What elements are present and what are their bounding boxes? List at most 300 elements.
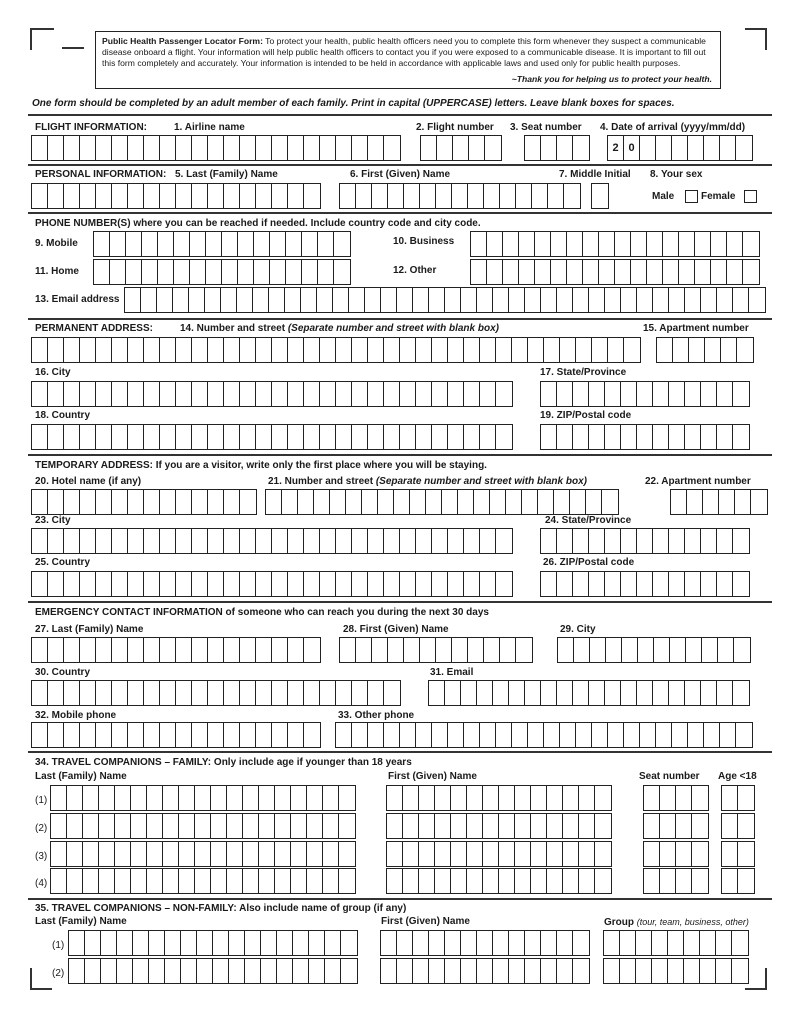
char-box[interactable] [365,288,381,312]
char-box[interactable] [128,572,144,596]
char-box[interactable] [660,786,676,810]
char-box[interactable] [738,814,754,838]
state-input[interactable] [540,381,750,407]
char-box[interactable] [117,931,133,955]
char-box[interactable] [304,572,320,596]
char-box[interactable] [181,959,197,983]
char-box[interactable] [80,490,96,514]
char-box[interactable] [208,382,224,406]
char-box[interactable] [669,288,685,312]
char-box[interactable] [461,931,477,955]
char-box[interactable] [254,260,270,284]
char-box[interactable] [356,184,372,208]
last-name-input[interactable] [31,183,321,209]
char-box[interactable] [652,959,668,983]
char-box[interactable] [85,931,101,955]
char-box[interactable] [560,338,576,362]
home-input[interactable] [93,259,351,285]
char-box[interactable] [240,490,256,514]
char-box[interactable] [339,842,355,866]
char-box[interactable] [647,232,663,256]
char-box[interactable] [96,136,112,160]
char-box[interactable] [112,572,128,596]
char-box[interactable] [147,814,163,838]
char-box[interactable] [275,814,291,838]
char-box[interactable] [48,338,64,362]
char-box[interactable] [205,288,221,312]
char-box[interactable] [480,425,496,449]
char-box[interactable] [211,786,227,810]
char-box[interactable] [669,681,685,705]
char-box[interactable] [160,184,176,208]
char-box[interactable] [684,959,700,983]
char-box[interactable] [238,232,254,256]
char-box[interactable] [144,382,160,406]
char-box[interactable] [51,842,67,866]
char-box[interactable] [51,814,67,838]
char-box[interactable] [227,814,243,838]
char-box[interactable] [195,869,211,893]
char-box[interactable] [272,338,288,362]
char-box[interactable] [751,490,767,514]
female-checkbox[interactable] [744,190,757,203]
char-box[interactable] [206,232,222,256]
family-4-first-name-input[interactable] [386,868,612,894]
char-box[interactable] [144,136,160,160]
char-box[interactable] [490,490,506,514]
char-box[interactable] [128,681,144,705]
char-box[interactable] [270,260,286,284]
char-box[interactable] [192,338,208,362]
char-box[interactable] [384,529,400,553]
char-box[interactable] [704,136,720,160]
char-box[interactable] [125,288,141,312]
char-box[interactable] [711,260,727,284]
char-box[interactable] [304,723,320,747]
char-box[interactable] [420,184,436,208]
char-box[interactable] [717,288,733,312]
char-box[interactable] [496,723,512,747]
char-box[interactable] [288,338,304,362]
char-box[interactable] [541,959,557,983]
family-1-seat-input[interactable] [643,785,709,811]
char-box[interactable] [621,572,637,596]
char-box[interactable] [717,529,733,553]
char-box[interactable] [269,288,285,312]
char-box[interactable] [595,814,611,838]
char-box[interactable] [301,288,317,312]
nonfamily-1-last-name-input[interactable] [68,930,358,956]
char-box[interactable] [734,638,750,662]
char-box[interactable] [621,288,637,312]
char-box[interactable] [94,232,110,256]
char-box[interactable] [736,136,752,160]
char-box[interactable] [157,288,173,312]
char-box[interactable] [48,723,64,747]
char-box[interactable] [483,814,499,838]
char-box[interactable] [673,338,689,362]
char-box[interactable] [684,931,700,955]
char-box[interactable] [669,425,685,449]
char-box[interactable] [515,869,531,893]
char-box[interactable] [352,136,368,160]
char-box[interactable] [727,232,743,256]
char-box[interactable] [716,931,732,955]
char-box[interactable] [429,931,445,955]
char-box[interactable] [435,869,451,893]
char-box[interactable] [227,869,243,893]
char-box[interactable] [720,723,736,747]
char-box[interactable] [224,184,240,208]
char-box[interactable] [115,814,131,838]
char-box[interactable] [195,842,211,866]
char-box[interactable] [352,572,368,596]
char-box[interactable] [288,184,304,208]
char-box[interactable] [224,490,240,514]
char-box[interactable] [464,529,480,553]
char-box[interactable] [128,723,144,747]
char-box[interactable] [419,786,435,810]
char-box[interactable] [671,490,687,514]
char-box[interactable] [176,723,192,747]
char-box[interactable] [285,288,301,312]
char-box[interactable] [544,338,560,362]
char-box[interactable] [309,959,325,983]
char-box[interactable] [176,638,192,662]
char-box[interactable] [381,288,397,312]
char-box[interactable] [493,681,509,705]
char-box[interactable] [432,572,448,596]
char-box[interactable] [480,338,496,362]
char-box[interactable] [413,931,429,955]
nonfamily-2-first-name-input[interactable] [380,958,590,984]
char-box[interactable] [291,814,307,838]
char-box[interactable] [317,288,333,312]
char-box[interactable] [400,529,416,553]
char-box[interactable] [131,786,147,810]
char-box[interactable] [318,232,334,256]
char-box[interactable] [48,638,64,662]
char-box[interactable] [464,425,480,449]
char-box[interactable] [660,842,676,866]
country-input[interactable] [31,424,513,450]
char-box[interactable] [149,931,165,955]
char-box[interactable] [654,638,670,662]
char-box[interactable] [432,425,448,449]
char-box[interactable] [323,786,339,810]
char-box[interactable] [685,425,701,449]
char-box[interactable] [192,136,208,160]
char-box[interactable] [387,869,403,893]
char-box[interactable] [163,842,179,866]
char-box[interactable] [435,842,451,866]
char-box[interactable] [293,959,309,983]
char-box[interactable] [484,184,500,208]
char-box[interactable] [480,529,496,553]
char-box[interactable] [464,338,480,362]
char-box[interactable] [144,529,160,553]
char-box[interactable] [245,959,261,983]
char-box[interactable] [519,232,535,256]
char-box[interactable] [131,842,147,866]
char-box[interactable] [96,184,112,208]
char-box[interactable] [668,931,684,955]
char-box[interactable] [115,786,131,810]
char-box[interactable] [711,232,727,256]
char-box[interactable] [352,425,368,449]
char-box[interactable] [576,723,592,747]
char-box[interactable] [669,382,685,406]
char-box[interactable] [336,425,352,449]
char-box[interactable] [679,260,695,284]
char-box[interactable] [688,136,704,160]
char-box[interactable] [692,814,708,838]
char-box[interactable] [477,288,493,312]
char-box[interactable] [48,490,64,514]
char-box[interactable] [126,260,142,284]
char-box[interactable] [275,842,291,866]
char-box[interactable] [442,490,458,514]
char-box[interactable] [32,529,48,553]
char-box[interactable] [432,382,448,406]
char-box[interactable] [499,814,515,838]
char-box[interactable] [653,572,669,596]
char-box[interactable] [436,184,452,208]
seat-number-input[interactable] [524,135,590,161]
char-box[interactable] [80,338,96,362]
char-box[interactable] [743,232,759,256]
char-box[interactable] [397,959,413,983]
char-box[interactable] [293,931,309,955]
char-box[interactable] [557,572,573,596]
char-box[interactable] [144,572,160,596]
char-box[interactable] [483,869,499,893]
mobile-input[interactable] [93,231,351,257]
char-box[interactable] [256,529,272,553]
char-box[interactable] [160,681,176,705]
char-box[interactable] [615,260,631,284]
char-box[interactable] [672,136,688,160]
char-box[interactable] [304,529,320,553]
char-box[interactable] [452,184,468,208]
char-box[interactable] [318,260,334,284]
char-box[interactable] [330,490,346,514]
char-box[interactable] [256,338,272,362]
char-box[interactable] [83,842,99,866]
char-box[interactable] [302,232,318,256]
char-box[interactable] [637,572,653,596]
char-box[interactable] [705,338,721,362]
char-box[interactable] [240,638,256,662]
char-box[interactable] [573,136,589,160]
char-box[interactable] [211,869,227,893]
char-box[interactable] [717,681,733,705]
char-box[interactable] [221,288,237,312]
char-box[interactable] [452,638,468,662]
char-box[interactable] [695,260,711,284]
char-box[interactable] [64,681,80,705]
char-box[interactable] [419,814,435,838]
char-box[interactable] [547,869,563,893]
char-box[interactable] [589,288,605,312]
char-box[interactable] [722,869,738,893]
char-box[interactable] [621,425,637,449]
char-box[interactable] [144,338,160,362]
char-box[interactable] [689,338,705,362]
char-box[interactable] [499,786,515,810]
char-box[interactable] [702,638,718,662]
char-box[interactable] [464,723,480,747]
char-box[interactable] [733,572,749,596]
business-input[interactable] [470,231,760,257]
char-box[interactable] [229,931,245,955]
char-box[interactable] [512,723,528,747]
char-box[interactable] [525,136,541,160]
char-box[interactable] [291,842,307,866]
char-box[interactable] [96,425,112,449]
char-box[interactable] [732,931,748,955]
middle-initial-input[interactable] [591,183,609,209]
char-box[interactable] [525,959,541,983]
char-box[interactable] [516,184,532,208]
char-box[interactable] [605,681,621,705]
char-box[interactable] [32,572,48,596]
char-box[interactable] [733,425,749,449]
char-box[interactable] [653,382,669,406]
char-box[interactable] [592,723,608,747]
char-box[interactable] [538,490,554,514]
char-box[interactable] [531,842,547,866]
char-box[interactable] [304,638,320,662]
char-box[interactable] [112,638,128,662]
char-box[interactable] [208,184,224,208]
char-box[interactable] [604,931,620,955]
char-box[interactable] [451,842,467,866]
char-box[interactable] [583,232,599,256]
char-box[interactable] [403,869,419,893]
family-2-age-input[interactable] [721,813,755,839]
char-box[interactable] [32,638,48,662]
char-box[interactable] [483,786,499,810]
char-box[interactable] [496,529,512,553]
char-box[interactable] [432,723,448,747]
char-box[interactable] [336,338,352,362]
char-box[interactable] [96,382,112,406]
char-box[interactable] [115,869,131,893]
char-box[interactable] [224,529,240,553]
char-box[interactable] [668,959,684,983]
char-box[interactable] [224,681,240,705]
char-box[interactable] [48,136,64,160]
char-box[interactable] [144,681,160,705]
char-box[interactable] [435,786,451,810]
char-box[interactable] [394,490,410,514]
char-box[interactable] [563,814,579,838]
char-box[interactable] [112,490,128,514]
char-box[interactable] [368,425,384,449]
char-box[interactable] [676,786,692,810]
char-box[interactable] [352,529,368,553]
char-box[interactable] [493,288,509,312]
char-box[interactable] [32,490,48,514]
char-box[interactable] [272,529,288,553]
char-box[interactable] [272,681,288,705]
char-box[interactable] [272,425,288,449]
char-box[interactable] [307,814,323,838]
char-box[interactable] [451,786,467,810]
char-box[interactable] [732,959,748,983]
char-box[interactable] [557,931,573,955]
char-box[interactable] [336,572,352,596]
char-box[interactable] [115,842,131,866]
char-box[interactable] [160,490,176,514]
temp-state-input[interactable] [540,528,750,554]
char-box[interactable] [48,681,64,705]
emergency-first-name-input[interactable] [339,637,533,663]
char-box[interactable] [574,638,590,662]
char-box[interactable] [652,931,668,955]
char-box[interactable] [32,723,48,747]
char-box[interactable] [403,786,419,810]
char-box[interactable] [590,638,606,662]
char-box[interactable] [307,786,323,810]
char-box[interactable] [477,681,493,705]
char-box[interactable] [99,842,115,866]
char-box[interactable] [480,572,496,596]
char-box[interactable] [240,338,256,362]
char-box[interactable] [64,425,80,449]
char-box[interactable] [112,723,128,747]
char-box[interactable] [320,681,336,705]
char-box[interactable] [429,681,445,705]
char-box[interactable] [112,425,128,449]
char-box[interactable] [599,232,615,256]
apartment-input[interactable] [656,337,754,363]
char-box[interactable] [560,723,576,747]
char-box[interactable] [80,136,96,160]
char-box[interactable] [657,338,673,362]
char-box[interactable] [304,184,320,208]
temp-city-input[interactable] [31,528,513,554]
char-box[interactable] [32,425,48,449]
char-box[interactable] [532,184,548,208]
family-1-age-input[interactable] [721,785,755,811]
char-box[interactable] [195,814,211,838]
char-box[interactable] [160,723,176,747]
emergency-city-input[interactable] [557,637,751,663]
char-box[interactable] [85,959,101,983]
char-box[interactable] [240,136,256,160]
char-box[interactable] [602,490,618,514]
char-box[interactable] [64,136,80,160]
char-box[interactable] [573,681,589,705]
char-box[interactable] [288,382,304,406]
char-box[interactable] [717,572,733,596]
char-box[interactable] [416,572,432,596]
char-box[interactable] [579,869,595,893]
char-box[interactable] [573,425,589,449]
char-box[interactable] [288,638,304,662]
char-box[interactable] [192,184,208,208]
char-box[interactable] [701,572,717,596]
char-box[interactable] [320,382,336,406]
char-box[interactable] [404,638,420,662]
char-box[interactable] [644,786,660,810]
char-box[interactable] [733,529,749,553]
char-box[interactable] [701,529,717,553]
char-box[interactable] [493,959,509,983]
char-box[interactable] [96,338,112,362]
